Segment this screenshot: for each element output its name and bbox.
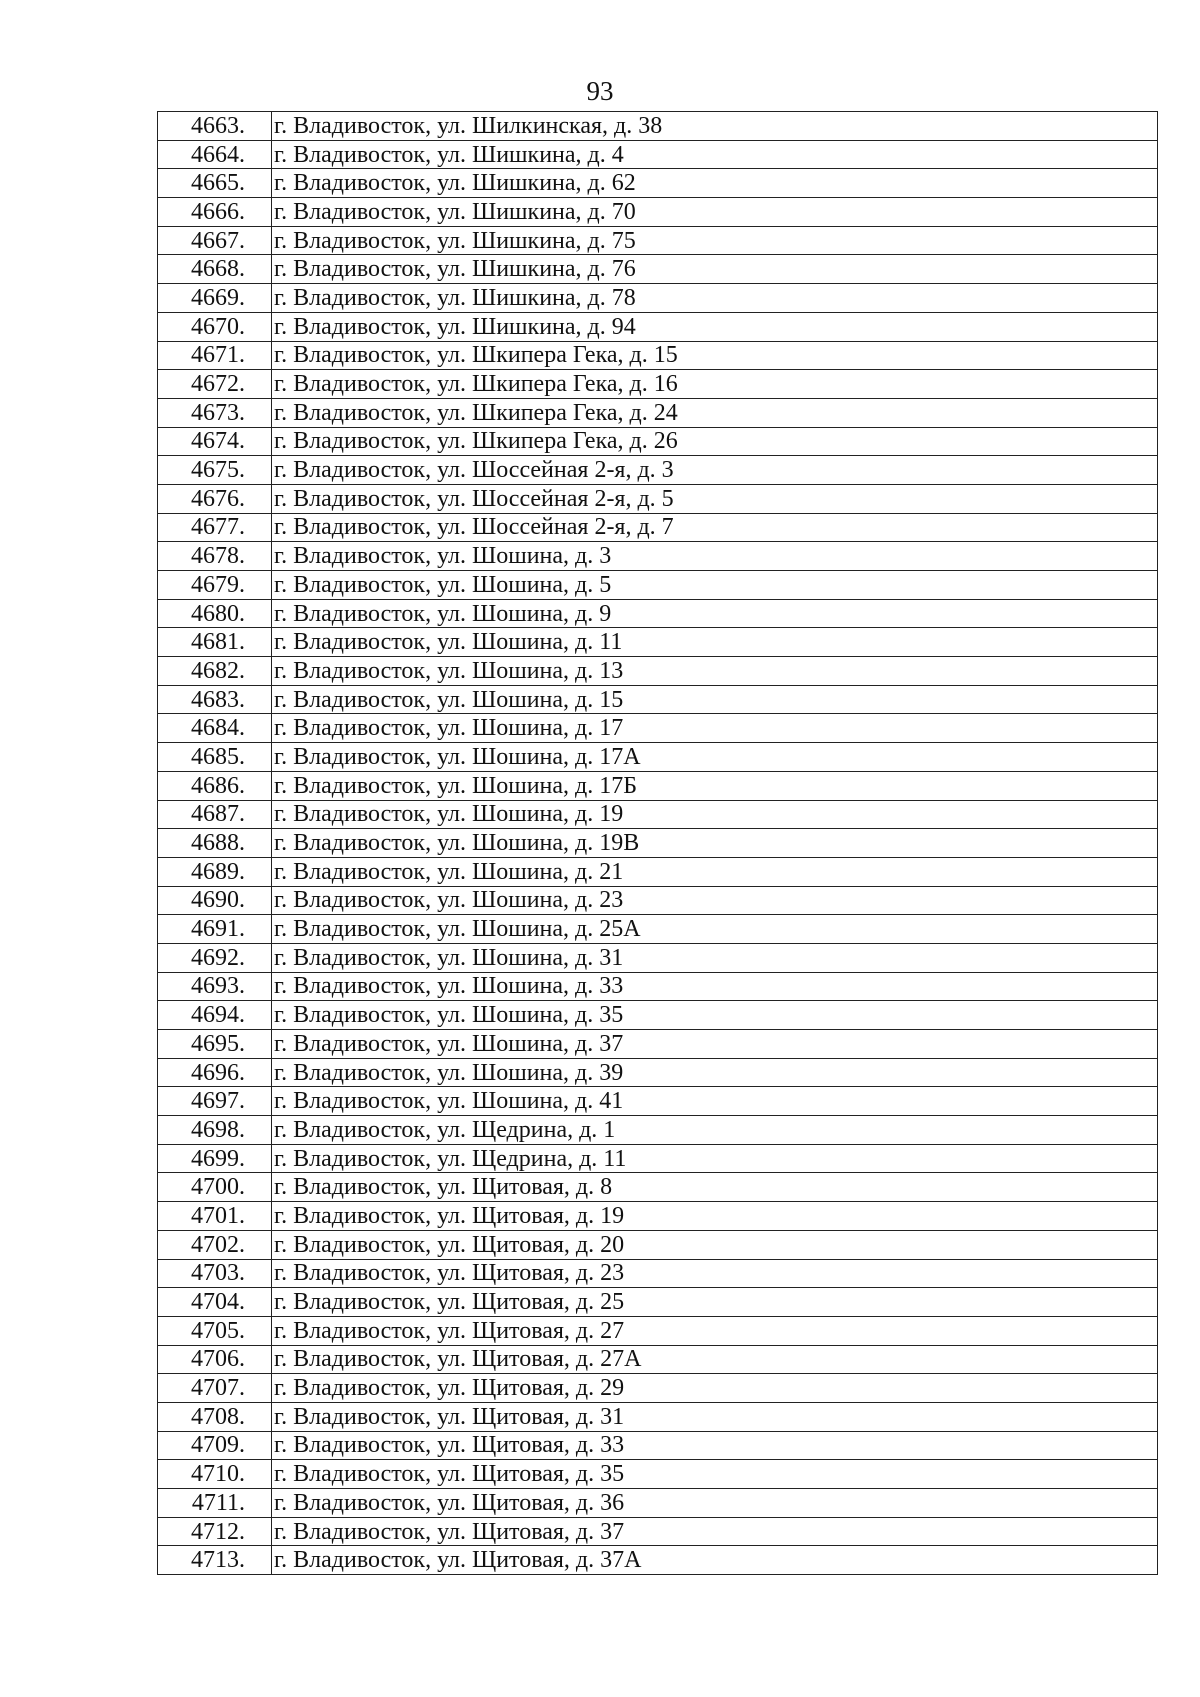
row-address: г. Владивосток, ул. Шкипера Гека, д. 24 xyxy=(272,398,1158,427)
row-address: г. Владивосток, ул. Шоссейная 2-я, д. 5 xyxy=(272,484,1158,513)
row-address: г. Владивосток, ул. Шошина, д. 11 xyxy=(272,628,1158,657)
row-number: 4688. xyxy=(158,829,272,858)
row-address: г. Владивосток, ул. Шошина, д. 5 xyxy=(272,571,1158,600)
row-address: г. Владивосток, ул. Шошина, д. 19 xyxy=(272,800,1158,829)
row-address: г. Владивосток, ул. Шишкина, д. 94 xyxy=(272,312,1158,341)
row-address: г. Владивосток, ул. Щитовая, д. 31 xyxy=(272,1402,1158,1431)
row-number: 4678. xyxy=(158,542,272,571)
row-number: 4707. xyxy=(158,1374,272,1403)
table-row xyxy=(158,599,1158,628)
row-number: 4683. xyxy=(158,685,272,714)
row-address: г. Владивосток, ул. Шкипера Гека, д. 15 xyxy=(272,341,1158,370)
page-number: 93 xyxy=(586,76,614,106)
table-row xyxy=(158,427,1158,456)
row-number: 4689. xyxy=(158,857,272,886)
row-address: г. Владивосток, ул. Щитовая, д. 27 xyxy=(272,1316,1158,1345)
table-row xyxy=(158,255,1158,284)
table-row xyxy=(158,341,1158,370)
table-row xyxy=(158,169,1158,198)
row-number: 4665. xyxy=(158,169,272,198)
table-row xyxy=(158,1345,1158,1374)
row-address: г. Владивосток, ул. Шоссейная 2-я, д. 7 xyxy=(272,513,1158,542)
row-number: 4686. xyxy=(158,771,272,800)
row-number: 4664. xyxy=(158,140,272,169)
row-address: г. Владивосток, ул. Шишкина, д. 62 xyxy=(272,169,1158,198)
row-number: 4668. xyxy=(158,255,272,284)
table-row xyxy=(158,370,1158,399)
address-table xyxy=(157,111,1158,1575)
table-row xyxy=(158,1517,1158,1546)
row-address: г. Владивосток, ул. Шошина, д. 21 xyxy=(272,857,1158,886)
table-row xyxy=(158,1546,1158,1575)
row-number: 4710. xyxy=(158,1460,272,1489)
row-number: 4706. xyxy=(158,1345,272,1374)
table-row xyxy=(158,1431,1158,1460)
table-row xyxy=(158,1489,1158,1518)
row-address: г. Владивосток, ул. Щитовая, д. 23 xyxy=(272,1259,1158,1288)
table-row xyxy=(158,800,1158,829)
row-address: г. Владивосток, ул. Шошина, д. 9 xyxy=(272,599,1158,628)
row-address: г. Владивосток, ул. Щитовая, д. 8 xyxy=(272,1173,1158,1202)
table-row xyxy=(158,1374,1158,1403)
row-address: г. Владивосток, ул. Шошина, д. 39 xyxy=(272,1058,1158,1087)
row-number: 4704. xyxy=(158,1288,272,1317)
row-address: г. Владивосток, ул. Шоссейная 2-я, д. 3 xyxy=(272,456,1158,485)
row-number: 4712. xyxy=(158,1517,272,1546)
row-address: г. Владивосток, ул. Шкипера Гека, д. 16 xyxy=(272,370,1158,399)
table-row xyxy=(158,1288,1158,1317)
table-row xyxy=(158,1202,1158,1231)
row-number: 4692. xyxy=(158,943,272,972)
table-row xyxy=(158,1259,1158,1288)
row-address: г. Владивосток, ул. Шошина, д. 15 xyxy=(272,685,1158,714)
row-number: 4705. xyxy=(158,1316,272,1345)
row-number: 4709. xyxy=(158,1431,272,1460)
row-address: г. Владивосток, ул. Шошина, д. 13 xyxy=(272,657,1158,686)
row-address: г. Владивосток, ул. Щитовая, д. 19 xyxy=(272,1202,1158,1231)
row-address: г. Владивосток, ул. Щитовая, д. 27А xyxy=(272,1345,1158,1374)
row-address: г. Владивосток, ул. Шишкина, д. 76 xyxy=(272,255,1158,284)
row-number: 4671. xyxy=(158,341,272,370)
row-number: 4670. xyxy=(158,312,272,341)
table-row xyxy=(158,1087,1158,1116)
row-address: г. Владивосток, ул. Шилкинская, д. 38 xyxy=(272,112,1158,141)
row-number: 4695. xyxy=(158,1030,272,1059)
table-row xyxy=(158,112,1158,141)
row-number: 4697. xyxy=(158,1087,272,1116)
table-row xyxy=(158,628,1158,657)
row-number: 4687. xyxy=(158,800,272,829)
row-number: 4696. xyxy=(158,1058,272,1087)
row-number: 4677. xyxy=(158,513,272,542)
table-row xyxy=(158,226,1158,255)
table-row xyxy=(158,1173,1158,1202)
row-address: г. Владивосток, ул. Шошина, д. 23 xyxy=(272,886,1158,915)
row-number: 4675. xyxy=(158,456,272,485)
row-address: г. Владивосток, ул. Шошина, д. 3 xyxy=(272,542,1158,571)
table-row xyxy=(158,771,1158,800)
row-number: 4663. xyxy=(158,112,272,141)
table-row xyxy=(158,1058,1158,1087)
row-address: г. Владивосток, ул. Шишкина, д. 70 xyxy=(272,198,1158,227)
row-number: 4682. xyxy=(158,657,272,686)
row-address: г. Владивосток, ул. Шошина, д. 19В xyxy=(272,829,1158,858)
table-row xyxy=(158,1460,1158,1489)
row-address: г. Владивосток, ул. Шошина, д. 31 xyxy=(272,943,1158,972)
row-address: г. Владивосток, ул. Щедрина, д. 11 xyxy=(272,1144,1158,1173)
row-number: 4702. xyxy=(158,1230,272,1259)
row-address: г. Владивосток, ул. Щитовая, д. 20 xyxy=(272,1230,1158,1259)
table-row xyxy=(158,513,1158,542)
address-table-body xyxy=(158,112,1158,1575)
row-number: 4673. xyxy=(158,398,272,427)
row-address: г. Владивосток, ул. Шошина, д. 37 xyxy=(272,1030,1158,1059)
table-row xyxy=(158,1402,1158,1431)
row-address: г. Владивосток, ул. Шошина, д. 33 xyxy=(272,972,1158,1001)
row-address: г. Владивосток, ул. Щитовая, д. 29 xyxy=(272,1374,1158,1403)
row-number: 4708. xyxy=(158,1402,272,1431)
row-number: 4684. xyxy=(158,714,272,743)
table-row xyxy=(158,915,1158,944)
row-address: г. Владивосток, ул. Шошина, д. 25А xyxy=(272,915,1158,944)
row-address: г. Владивосток, ул. Шошина, д. 17Б xyxy=(272,771,1158,800)
row-number: 4667. xyxy=(158,226,272,255)
row-number: 4693. xyxy=(158,972,272,1001)
row-address: г. Владивосток, ул. Шишкина, д. 75 xyxy=(272,226,1158,255)
row-address: г. Владивосток, ул. Шишкина, д. 4 xyxy=(272,140,1158,169)
row-address: г. Владивосток, ул. Щитовая, д. 35 xyxy=(272,1460,1158,1489)
row-number: 4713. xyxy=(158,1546,272,1575)
table-row xyxy=(158,857,1158,886)
table-row xyxy=(158,657,1158,686)
table-row xyxy=(158,886,1158,915)
table-row xyxy=(158,140,1158,169)
table-row xyxy=(158,542,1158,571)
row-address: г. Владивосток, ул. Шошина, д. 35 xyxy=(272,1001,1158,1030)
row-address: г. Владивосток, ул. Щитовая, д. 37А xyxy=(272,1546,1158,1575)
row-number: 4666. xyxy=(158,198,272,227)
table-row xyxy=(158,1116,1158,1145)
row-address: г. Владивосток, ул. Шошина, д. 41 xyxy=(272,1087,1158,1116)
table-row xyxy=(158,456,1158,485)
row-number: 4685. xyxy=(158,743,272,772)
row-number: 4701. xyxy=(158,1202,272,1231)
row-number: 4681. xyxy=(158,628,272,657)
table-row xyxy=(158,571,1158,600)
row-address: г. Владивосток, ул. Щитовая, д. 33 xyxy=(272,1431,1158,1460)
table-row xyxy=(158,743,1158,772)
row-number: 4680. xyxy=(158,599,272,628)
row-number: 4699. xyxy=(158,1144,272,1173)
row-number: 4703. xyxy=(158,1259,272,1288)
row-number: 4672. xyxy=(158,370,272,399)
table-row xyxy=(158,714,1158,743)
table-row xyxy=(158,972,1158,1001)
table-row xyxy=(158,685,1158,714)
row-address: г. Владивосток, ул. Щедрина, д. 1 xyxy=(272,1116,1158,1145)
row-address: г. Владивосток, ул. Щитовая, д. 36 xyxy=(272,1489,1158,1518)
row-number: 4698. xyxy=(158,1116,272,1145)
table-row xyxy=(158,1316,1158,1345)
row-number: 4690. xyxy=(158,886,272,915)
row-address: г. Владивосток, ул. Щитовая, д. 37 xyxy=(272,1517,1158,1546)
row-number: 4679. xyxy=(158,571,272,600)
row-number: 4694. xyxy=(158,1001,272,1030)
row-number: 4691. xyxy=(158,915,272,944)
table-row xyxy=(158,1144,1158,1173)
row-number: 4676. xyxy=(158,484,272,513)
table-row xyxy=(158,312,1158,341)
row-number: 4700. xyxy=(158,1173,272,1202)
row-address: г. Владивосток, ул. Шкипера Гека, д. 26 xyxy=(272,427,1158,456)
table-row xyxy=(158,398,1158,427)
table-row xyxy=(158,829,1158,858)
table-row xyxy=(158,484,1158,513)
table-row xyxy=(158,284,1158,313)
row-number: 4669. xyxy=(158,284,272,313)
row-number: 4674. xyxy=(158,427,272,456)
table-row xyxy=(158,1230,1158,1259)
row-address: г. Владивосток, ул. Шошина, д. 17 xyxy=(272,714,1158,743)
row-number: 4711. xyxy=(158,1489,272,1518)
row-address: г. Владивосток, ул. Щитовая, д. 25 xyxy=(272,1288,1158,1317)
table-row xyxy=(158,1030,1158,1059)
row-address: г. Владивосток, ул. Шишкина, д. 78 xyxy=(272,284,1158,313)
table-row xyxy=(158,1001,1158,1030)
table-row xyxy=(158,943,1158,972)
row-address: г. Владивосток, ул. Шошина, д. 17А xyxy=(272,743,1158,772)
table-row xyxy=(158,198,1158,227)
